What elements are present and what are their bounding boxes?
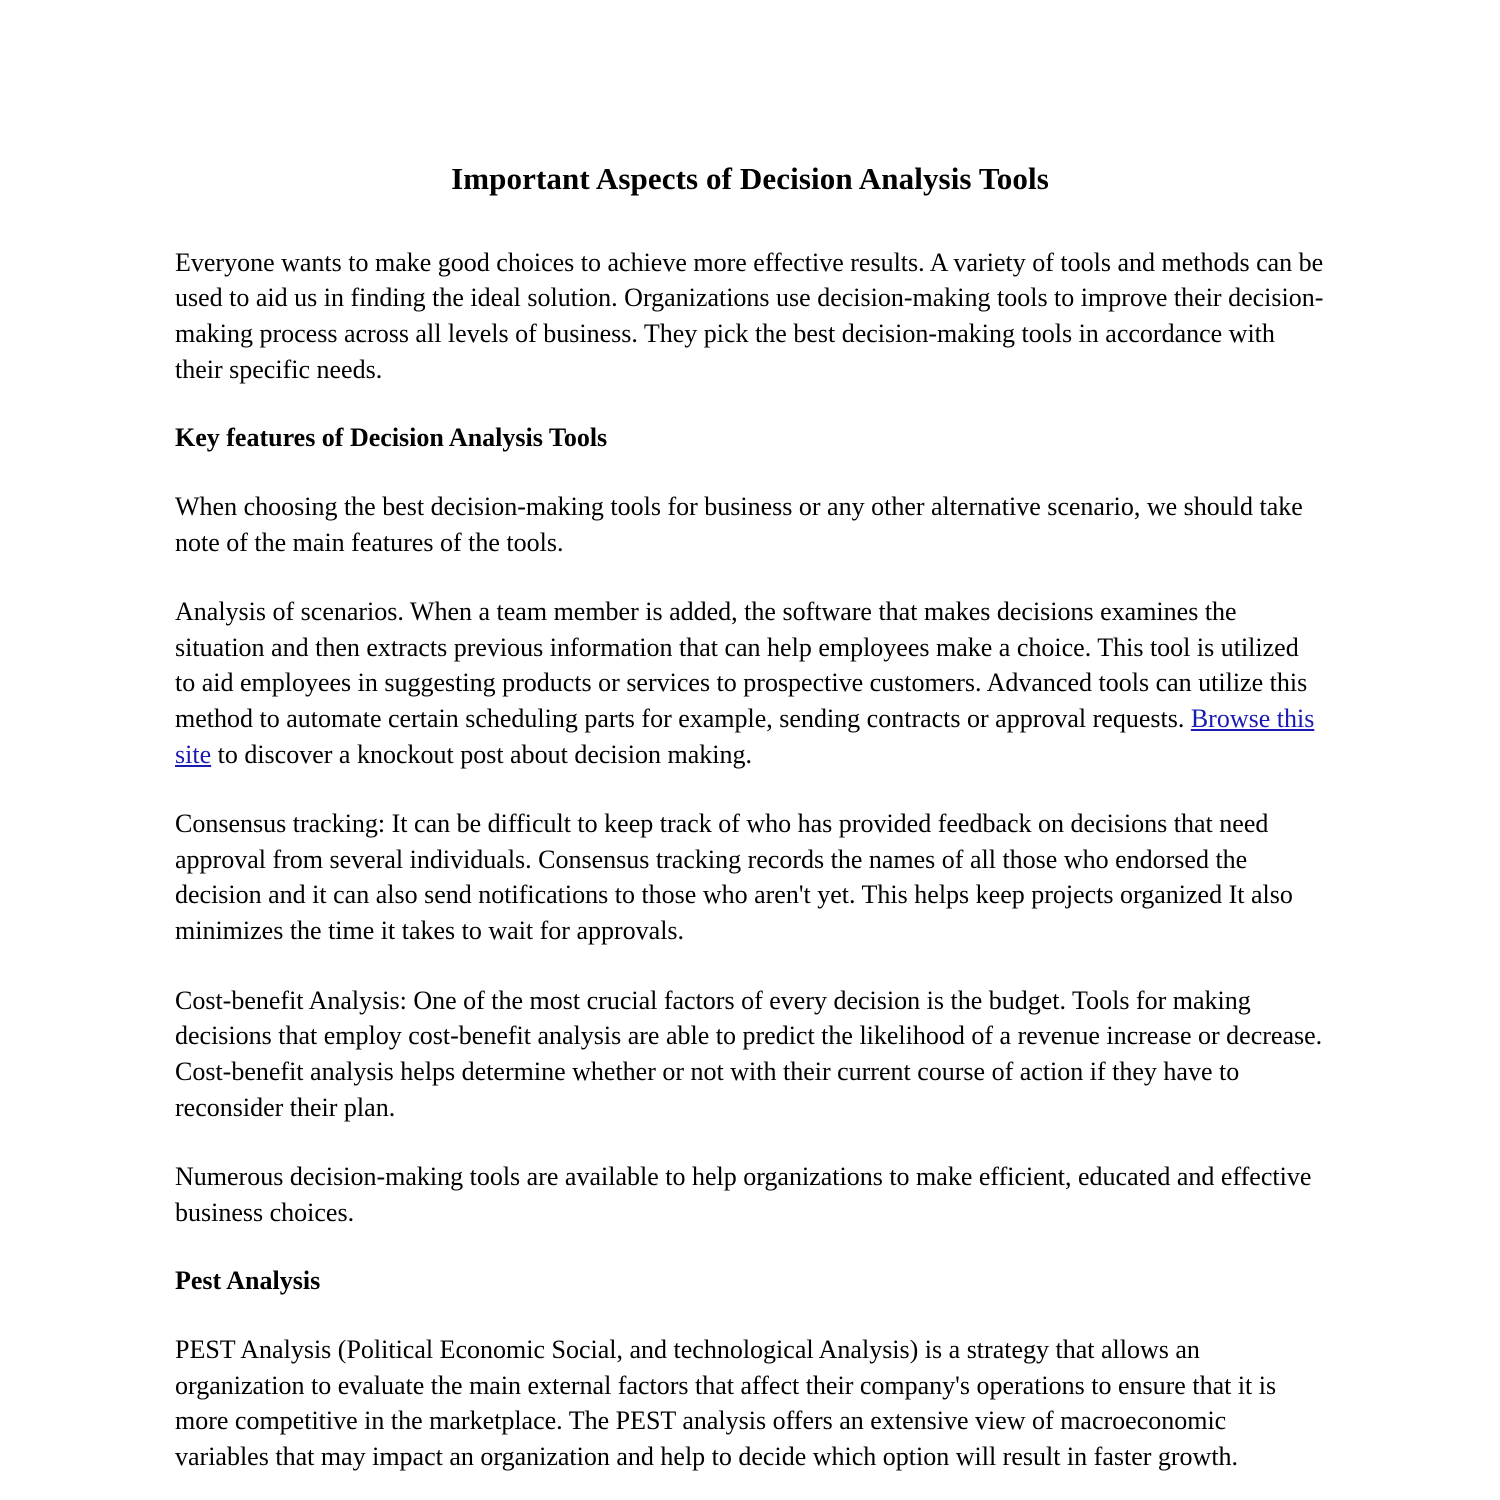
paragraph-pest-analysis: PEST Analysis (Political Economic Social, and technological Analysis) is a strategy that allows an organization to evaluate the main external factors that affect their company's operations to ensure that it is more competitive in the marketplace. The PEST analysis offers an extensive view of macroeconomic variables that may impact an organization and help to decide which option will result in faster growth.: [175, 1335, 1277, 1471]
paragraph-consensus-tracking: Consensus tracking: It can be difficult to keep track of who has provided feedback on decisions that need approval from several individuals. Consensus tracking records the names of all those who endorsed the decision and it can also send notifications to those who aren't yet. This helps keep projects organized It also minimizes the time it takes to wait for approvals.: [175, 809, 1293, 946]
paragraph-text-after-link: to discover a knockout post about decision making.: [211, 739, 752, 769]
page-title: Important Aspects of Decision Analysis Tools: [451, 161, 1049, 196]
section-heading-key-features: Key features of Decision Analysis Tools: [175, 423, 608, 453]
browse-this-site-link[interactable]: Browse this site: [175, 704, 1315, 769]
section-heading-pest-analysis: Pest Analysis: [175, 1266, 321, 1296]
paragraph-choosing-tools: When choosing the best decision-making tools for business or any other alternative scenario, we should take note of the main features of the tools.: [175, 491, 1303, 557]
paragraph-cost-benefit-analysis: Cost-benefit Analysis: One of the most crucial factors of every decision is the budget. Tools for making decisions that employ cost-benefit analysis are able to predict the likelihood of a revenue increase or decrease. Cost-benefit analysis helps determine whether or not with their current course of action if they have to reconsider their plan.: [175, 985, 1323, 1122]
intro-paragraph: Everyone wants to make good choices to achieve more effective results. A variety of tools and methods can be used to aid us in finding the ideal solution. Organizations use decision-making tools to improve their decision-making process across all levels of business. They pick the best decision-making tools in accordance with their specific needs.: [175, 247, 1324, 384]
paragraph-analysis-of-scenarios: [175, 594, 1325, 772]
paragraph-numerous-tools: Numerous decision-making tools are available to help organizations to make efficient, educated and effective business choices.: [175, 1162, 1312, 1227]
paragraph-text-before-link: Analysis of scenarios. When a team member is added, the software that makes decisions examines the situation and then extracts previous information that can help employees make a choice. This tool is utilized to aid employees in suggesting products or services to prospective customers. Advanced tools can utilize this method to automate certain scheduling parts for example, sending contracts or approval requests.: [175, 597, 1308, 734]
